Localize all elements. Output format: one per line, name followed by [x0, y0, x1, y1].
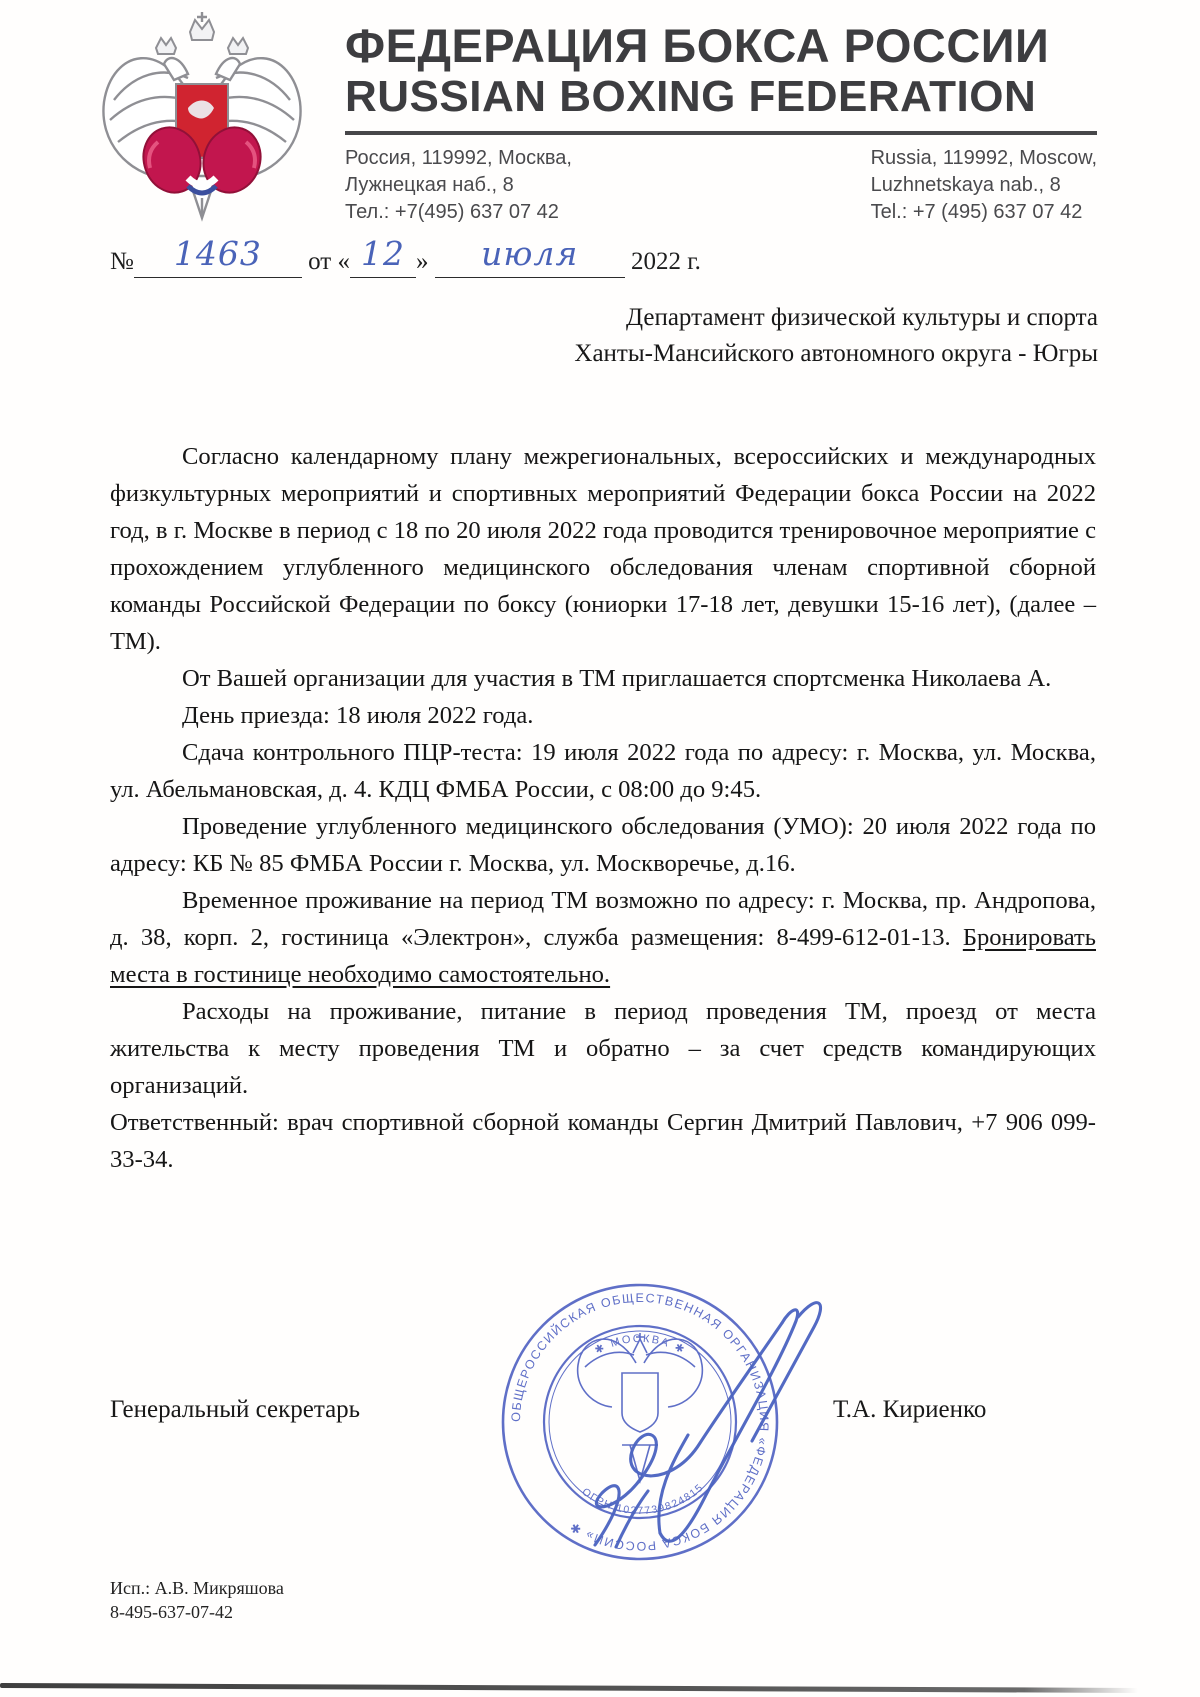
org-name-en: RUSSIAN BOXING FEDERATION: [345, 72, 1037, 121]
eagle-crowns: [156, 12, 248, 54]
address-russian: Россия, 119992, Москва, Лужнецкая наб., 8 Тел.: +7(495) 637 07 42: [345, 147, 572, 223]
letter-body: [110, 438, 1096, 1178]
handwritten-day: 12: [360, 234, 405, 273]
executor-name: Исп.: А.В. Микряшова: [110, 1578, 284, 1598]
round-stamp: [503, 1285, 777, 1559]
body-paragraph: От Вашей организации для участия в ТМ приглашается спортсменка Николаева А.: [182, 665, 1052, 692]
number-label: №: [110, 248, 134, 275]
stamp-city-text: ✱ МОСКВА ✱: [592, 1332, 688, 1358]
letter-number-field: [134, 234, 302, 278]
signatory-name: Т.А. Кириенко: [833, 1396, 987, 1423]
body-paragraph: Расходы на проживание, питание в период проведения ТМ, проезд от места жительства к месту проведения ТМ и обратно – за счет средств командирующих организаций.: [110, 998, 1096, 1099]
letterhead-divider: [345, 131, 1097, 135]
stamp-and-signature: [430, 1195, 1030, 1575]
responsible-person-paragraph: Ответственный: врач спортивной сборной команды Сергин Дмитрий Павлович, +7 906 099-33-34.: [110, 1109, 1096, 1173]
recipient-line1: Департамент физической культуры и спорта: [626, 304, 1098, 331]
body-paragraph: Сдача контрольного ПЦР-теста: 19 июля 2022 года по адресу: г. Москва, ул. Москва, ул. Абельмановская, д. 4. КДЦ ФМБА России, с 08:00 до 9:45.: [110, 739, 1096, 803]
executor-block: [110, 1576, 284, 1624]
org-name-ru: ФЕДЕРАЦИЯ БОКСА РОССИИ: [345, 19, 1050, 72]
address-english: Russia, 119992, Moscow, Luzhnetskaya nab., 8 Tel.: +7 (495) 637 07 42: [870, 147, 1097, 223]
booking-note-underlined: Бронировать места в гостинице необходимо самостоятельно.: [110, 924, 1096, 988]
stamp-ring-text: ОБЩЕРОССИЙСКАЯ ОБЩЕСТВЕННАЯ ОРГАНИЗАЦИЯ «ФЕДЕРАЦИЯ БОКСА РОССИИ» ✱: [508, 1290, 772, 1554]
month-field: [435, 234, 625, 278]
from-label: от «: [308, 248, 350, 275]
quote-close: »: [415, 248, 429, 275]
stamp-eagle: [578, 1333, 703, 1481]
stamp-ogrn-text: ОГРН 1027739824815: [579, 1481, 707, 1518]
scan-edge-artifact: [0, 1683, 1138, 1693]
letterhead: [345, 20, 1097, 226]
executor-phone: 8-495-637-07-42: [110, 1602, 233, 1622]
recipient-line2: Ханты-Мансийского автономного округа - Югры: [574, 340, 1098, 367]
body-paragraph: Согласно календарному плану межрегиональных, всероссийских и международных физкультурных мероприятий и спортивных мероприятий Федерации бокса России на 2022 год, в г. Москве в период с 18 по 20 июля 2022 года проводится тренировочное мероприятие с прохождением углубленного медицинского обследования членам спортивной сборной команды Российской Федерации по боксу (юниорки 17-18 лет, девушки 15-16 лет), (далее – ТМ).: [110, 443, 1096, 655]
signatory-title: Генеральный секретарь: [110, 1396, 361, 1423]
handwritten-letter-number: 1463: [173, 234, 262, 273]
reference-line: [110, 234, 750, 278]
day-field: [350, 234, 416, 278]
federation-emblem-logo: [92, 8, 312, 233]
body-paragraph: [110, 882, 1096, 993]
recipient-block: [470, 300, 1098, 372]
year-suffix: 2022 г.: [630, 248, 701, 275]
body-paragraph: День приезда: 18 июля 2022 года.: [182, 702, 534, 729]
accommodation-text: Временное проживание на период ТМ возможно по адресу: г. Москва, пр. Андропова, д. 38, корп. 2, гостиница «Электрон», служба размещения: 8-499-612-01-13.: [110, 887, 1096, 951]
body-paragraph: Проведение углубленного медицинского обследования (УМО): 20 июля 2022 года по адресу: КБ № 85 ФМБА России г. Москва, ул. Москворечье, д.16.: [110, 813, 1096, 877]
handwritten-month: июля: [481, 234, 579, 273]
